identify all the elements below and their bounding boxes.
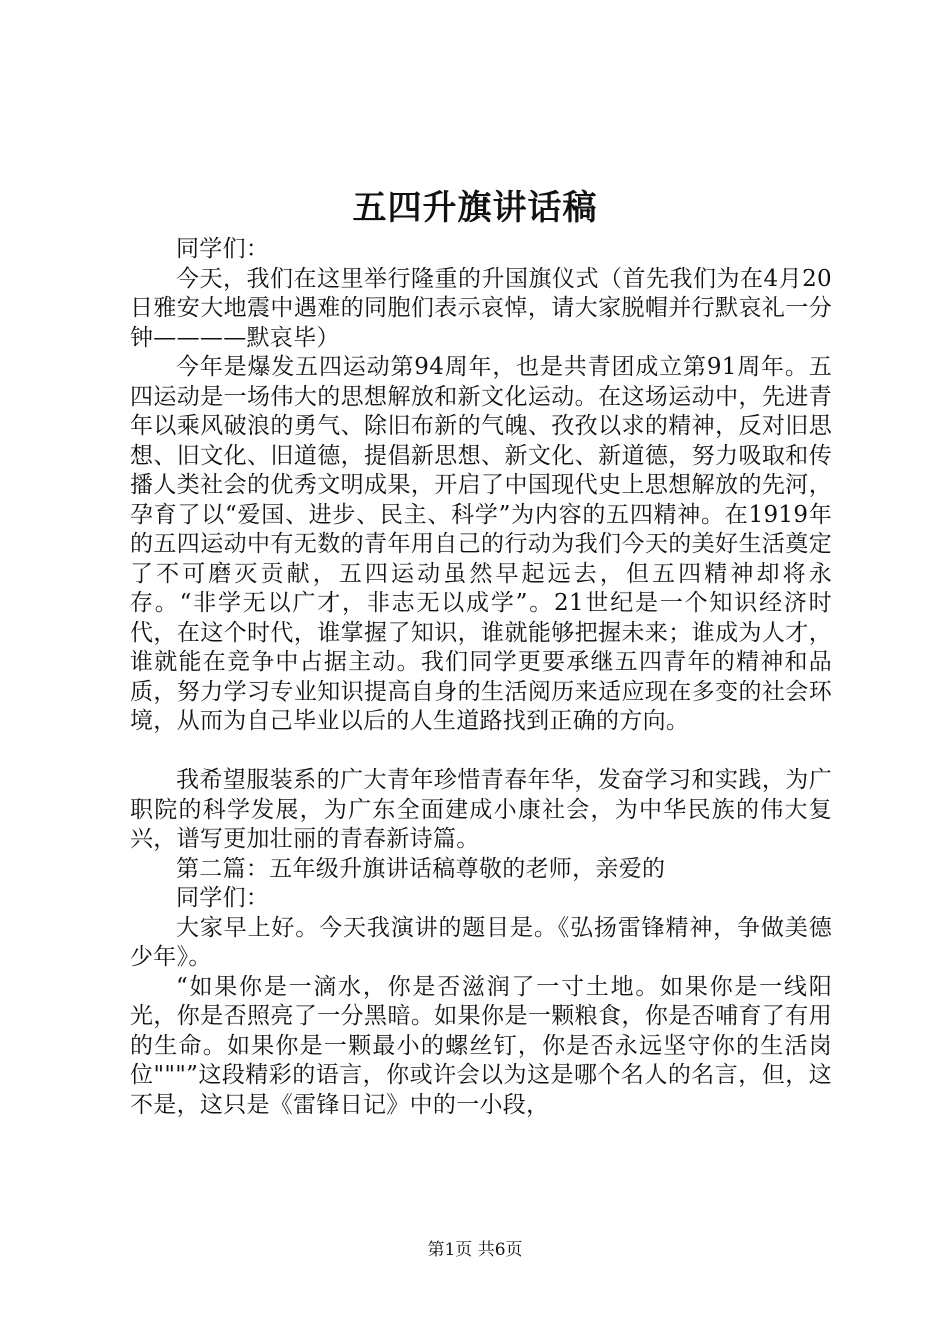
paragraph-may-fourth: 今年是爆发五四运动第94周年，也是共青团成立第91周年。五四运动是一场伟大的思想解放和新文化运动。在这场运动中，先进青年以乘风破浪的勇气、除旧布新的气魄、孜孜以求的精神，反对旧思想、旧文化、旧道德，提倡新思想、新文化、新道德，努力吸取和传播人类社会的优秀文明成果，开启了中国现代史上思想解放的先河，孕育了以“爱国、进步、民主、科学”为内容的五四精神。在1919年的五四运动中有无数的青年用自己的行动为我们今天的美好生活奠定了不可磨灭贡献，五四运动虽然早起远去，但五四精神却将永存。“非学无以广才，非志无以成学”。21世纪是一个知识经济时代，在这个时代，谁掌握了知识，谁就能够把握未来；谁成为人才，谁就能在竞争中占据主动。我们同学更要承继五四青年的精神和品质，努力学习专业知识提高自身的生活阅历来适应现在多变的社会环境，从而为自己毕业以后的人生道路找到正确的方向。 [130, 354, 832, 734]
paragraph-second-article-heading: 第二篇：五年级升旗讲话稿尊敬的老师，亲爱的 [176, 855, 666, 882]
paragraph-greeting: 大家早上好。今天我演讲的题目是。《弘扬雷锋精神，争做美德少年》。 [130, 914, 832, 970]
paragraph-salutation-2: 同学们： [176, 885, 270, 911]
paragraph-lei-feng-quote: “如果你是一滴水，你是否滋润了一寸土地。如果你是一线阳光，你是否照亮了一分黑暗。如果你是一颗粮食，你是否哺育了有用的生命。如果你是一颗最小的螺丝钉，你是否永远坚守你的生活岗位"""”这段精彩的语言，你或许会以为这是哪个名人的名言，但，这不是，这只是《雷锋日记》中的一小段， [130, 973, 832, 1118]
document-body [130, 235, 832, 1120]
document-title: 五四升旗讲话稿 [352, 188, 598, 228]
page-number-footer: 第1页 共6页 [427, 1240, 523, 1260]
paragraph-opening: 今天，我们在这里举行隆重的升国旗仪式（首先我们为在4月20日雅安大地震中遇难的同胞们表示哀悼，请大家脱帽并行默哀礼一分钟————默哀毕） [130, 265, 832, 351]
paragraph-hope: 我希望服装系的广大青年珍惜青春年华，发奋学习和实践，为广职院的科学发展，为广东全面建成小康社会，为中华民族的伟大复兴，谱写更加壮丽的青春新诗篇。 [130, 767, 832, 852]
paragraph-salutation: 同学们： [176, 236, 270, 262]
